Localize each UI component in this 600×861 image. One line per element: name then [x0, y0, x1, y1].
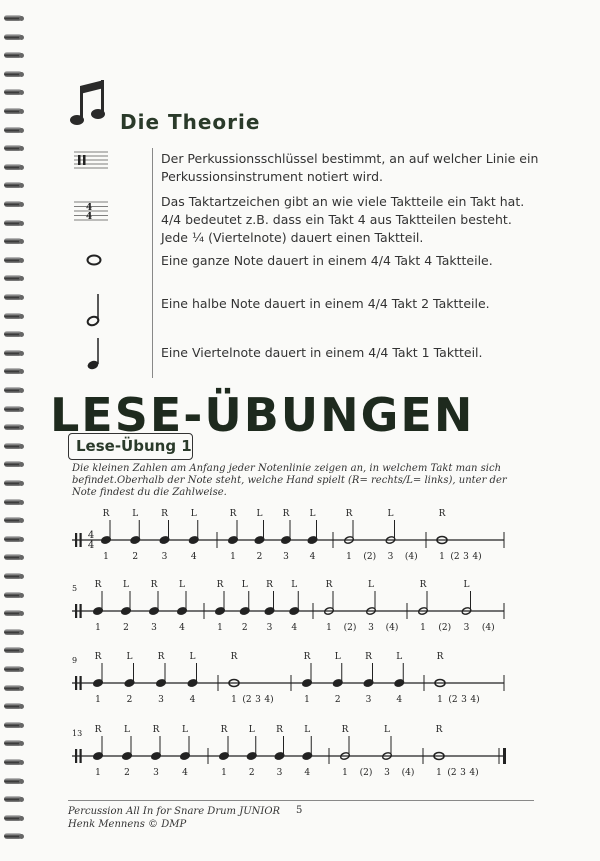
quarter-note — [219, 752, 230, 761]
quarter-note — [246, 752, 257, 761]
footer-copyright: Henk Mennens © DMP — [68, 819, 187, 830]
count-label: 2 — [256, 552, 263, 562]
count-label: (4) — [481, 623, 495, 633]
hand-label: L — [368, 580, 374, 590]
quarter-note — [177, 607, 188, 616]
count-label: 3 — [153, 768, 159, 778]
hand-label: L — [124, 725, 130, 735]
count-label: 1 — [230, 552, 236, 562]
hand-label: L — [256, 509, 263, 519]
count-label: (4) — [401, 768, 415, 778]
quarter-note — [302, 679, 313, 688]
hand-label: R — [435, 725, 443, 735]
count-label: 2 — [248, 768, 255, 778]
theory-text-whole-note: Eine ganze Note dauert in einem 4/4 Takt 4 Taktteile. — [161, 253, 493, 268]
count-label: 4 — [309, 552, 316, 562]
count-label: 1 — [221, 768, 227, 778]
count-label: 4 — [190, 552, 197, 562]
count-label: (2) — [359, 768, 373, 778]
quarter-note — [228, 536, 239, 545]
quarter-note — [394, 679, 405, 688]
hand-label: R — [229, 509, 237, 519]
hand-label: R — [94, 580, 102, 590]
hand-label: R — [157, 652, 165, 662]
hand-label: L — [182, 725, 188, 735]
count-label: 2 — [126, 695, 133, 705]
hand-label: R — [419, 580, 427, 590]
count-label: 4) — [470, 695, 480, 705]
quarter-note — [281, 536, 292, 545]
quarter-note — [93, 679, 104, 688]
count-label: 2 — [124, 768, 130, 778]
hand-label: L — [123, 580, 129, 590]
hand-label: R — [282, 509, 290, 519]
count-label: 3 — [283, 552, 289, 562]
count-label: 1 — [420, 623, 426, 633]
theory-text-clef: Der Perkussionsschlüssel bestimmt, an auf welcher Linie ein Perkussionsinstrument notiert wird. — [161, 151, 539, 184]
hand-label: L — [248, 725, 255, 735]
quarter-note — [151, 752, 162, 761]
count-label: (2 — [448, 695, 458, 705]
hand-label: R — [438, 509, 446, 519]
hand-label: L — [384, 725, 390, 735]
time-sig-bottom: 4 — [86, 212, 93, 222]
hand-label: R — [102, 509, 110, 519]
count-label: 1 — [346, 552, 352, 562]
quarter-note — [93, 607, 104, 616]
count-label: (2 — [447, 768, 457, 778]
hand-label: L — [179, 580, 185, 590]
count-label: 4 — [304, 768, 311, 778]
hand-label: L — [463, 580, 470, 590]
theory-text-time-signature: Das Taktartzeichen gibt an wie viele Taktteile ein Takt hat. 4/4 bedeutet z.B. dass ein Takt 4 aus Taktteilen besteht. Jede ¼ (Viertelnote) dauert einen Taktteil. — [161, 194, 525, 245]
hand-label: L — [304, 725, 311, 735]
final-barline — [503, 748, 506, 764]
exercise-title: Lese-Übung 1 — [76, 437, 192, 455]
hand-label: R — [94, 652, 102, 662]
count-label: 3 — [365, 695, 372, 705]
hand-label: L — [241, 580, 248, 590]
quarter-note — [274, 752, 285, 761]
time-sig-top: 4 — [86, 203, 93, 213]
count-label: 1 — [95, 623, 101, 633]
count-label: 4 — [189, 695, 196, 705]
count-label: 3 — [151, 623, 157, 633]
quarter-note — [215, 607, 226, 616]
hand-label: R — [276, 725, 283, 735]
count-label: 4 — [179, 623, 185, 633]
percussion-clef — [80, 604, 82, 618]
count-label: 2 — [334, 695, 341, 705]
hand-label: R — [94, 725, 102, 735]
count-label: (2) — [343, 623, 357, 633]
percussion-clef — [75, 533, 77, 547]
count-label: 2 — [241, 623, 248, 633]
count-label: (2 — [242, 695, 252, 705]
hand-label: L — [132, 509, 139, 519]
quarter-note — [307, 536, 318, 545]
quarter-note — [289, 607, 300, 616]
percussion-clef — [80, 749, 82, 763]
count-label: 1 — [436, 768, 442, 778]
footer-divider — [68, 800, 534, 801]
hand-label: R — [325, 580, 333, 590]
quarter-note — [254, 536, 265, 545]
count-label: 1 — [304, 695, 310, 705]
percussion-clef — [80, 533, 82, 547]
count-label: 1 — [103, 552, 109, 562]
quarter-note — [239, 607, 250, 616]
hand-label: L — [387, 509, 394, 519]
quarter-note — [121, 607, 132, 616]
count-label: 1 — [439, 552, 445, 562]
quarter-note — [149, 607, 160, 616]
percussion-clef — [75, 749, 77, 763]
quarter-note — [122, 752, 133, 761]
count-label: (2 — [450, 552, 460, 562]
hand-label: R — [436, 652, 444, 662]
quarter-note — [156, 679, 167, 688]
hand-label: R — [161, 509, 168, 519]
count-label: 3 — [461, 695, 467, 705]
hand-label: L — [126, 652, 133, 662]
count-label: 4) — [469, 768, 479, 778]
exercise-intro: Die kleinen Zahlen am Anfang jeder Notenlinie zeigen an, in welchem Takt man sich befindet.Oberhalb der Note steht, welche Hand spielt (R= rechts/L= links), unter der Note findest du die Zahlweise. — [72, 463, 507, 498]
page-number: 5 — [296, 805, 303, 816]
quarter-note — [101, 536, 112, 545]
quarter-note — [130, 536, 141, 545]
count-label: 3 — [255, 695, 261, 705]
count-label: (2) — [363, 552, 377, 562]
count-label: 1 — [95, 768, 101, 778]
hand-label: L — [190, 509, 197, 519]
hand-label: R — [216, 580, 224, 590]
count-label: 3 — [384, 768, 390, 778]
count-label: (2) — [438, 623, 452, 633]
quarter-note — [188, 536, 199, 545]
hand-label: L — [189, 652, 196, 662]
footer-publication: Percussion All In for Snare Drum JUNIOR — [68, 806, 281, 817]
hand-label: L — [334, 652, 341, 662]
count-label: 4) — [264, 695, 274, 705]
count-label: (4) — [385, 623, 399, 633]
footer — [68, 805, 280, 831]
hand-label: R — [303, 652, 311, 662]
hand-label: L — [309, 509, 316, 519]
count-label: 3 — [463, 552, 469, 562]
count-label: 3 — [158, 695, 164, 705]
count-label: 3 — [266, 623, 273, 633]
count-label: 2 — [123, 623, 129, 633]
hand-label: R — [220, 725, 228, 735]
theory-text-half-note: Eine halbe Note dauert in einem 4/4 Takt 2 Taktteile. — [161, 296, 490, 311]
theory-text-quarter-note: Eine Viertelnote dauert in einem 4/4 Takt 1 Taktteil. — [161, 345, 483, 360]
quarter-note — [159, 536, 170, 545]
hand-label: R — [150, 580, 158, 590]
quarter-note — [264, 607, 275, 616]
hand-label: R — [152, 725, 160, 735]
count-label: 1 — [231, 695, 237, 705]
hand-label: R — [266, 580, 273, 590]
hand-label: R — [341, 725, 349, 735]
hand-label: R — [230, 652, 238, 662]
count-label: 4) — [472, 552, 482, 562]
measure-number: 5 — [72, 584, 78, 593]
percussion-clef — [75, 676, 77, 690]
page-title: Die Theorie — [120, 110, 261, 134]
quarter-note — [93, 752, 104, 761]
count-label: 4 — [291, 623, 298, 633]
count-label: 3 — [368, 623, 374, 633]
hand-label: R — [345, 509, 353, 519]
count-label: 2 — [132, 552, 139, 562]
percussion-clef — [80, 676, 82, 690]
quarter-note — [363, 679, 374, 688]
time-signature-top: 4 — [87, 530, 95, 541]
quarter-note — [124, 679, 135, 688]
quarter-note — [302, 752, 313, 761]
percussion-clef — [75, 604, 77, 618]
measure-number: 13 — [72, 729, 83, 738]
count-label: 3 — [463, 623, 470, 633]
quarter-note — [332, 679, 343, 688]
time-signature-bottom: 4 — [87, 540, 95, 551]
count-label: 4 — [182, 768, 188, 778]
quarter-note — [180, 752, 191, 761]
count-label: 1 — [326, 623, 332, 633]
count-label: (4) — [404, 552, 418, 562]
count-label: 1 — [95, 695, 101, 705]
count-label: 1 — [437, 695, 443, 705]
count-label: 1 — [217, 623, 223, 633]
count-label: 1 — [342, 768, 348, 778]
hand-label: R — [365, 652, 372, 662]
quarter-note — [187, 679, 198, 688]
count-label: 3 — [387, 552, 394, 562]
measure-number: 9 — [72, 656, 78, 665]
hand-label: L — [396, 652, 403, 662]
count-label: 4 — [396, 695, 403, 705]
count-label: 3 — [460, 768, 466, 778]
count-label: 3 — [161, 552, 168, 562]
section-title: LESE-ÜBUNGEN — [50, 388, 475, 442]
hand-label: L — [291, 580, 298, 590]
count-label: 3 — [276, 768, 283, 778]
